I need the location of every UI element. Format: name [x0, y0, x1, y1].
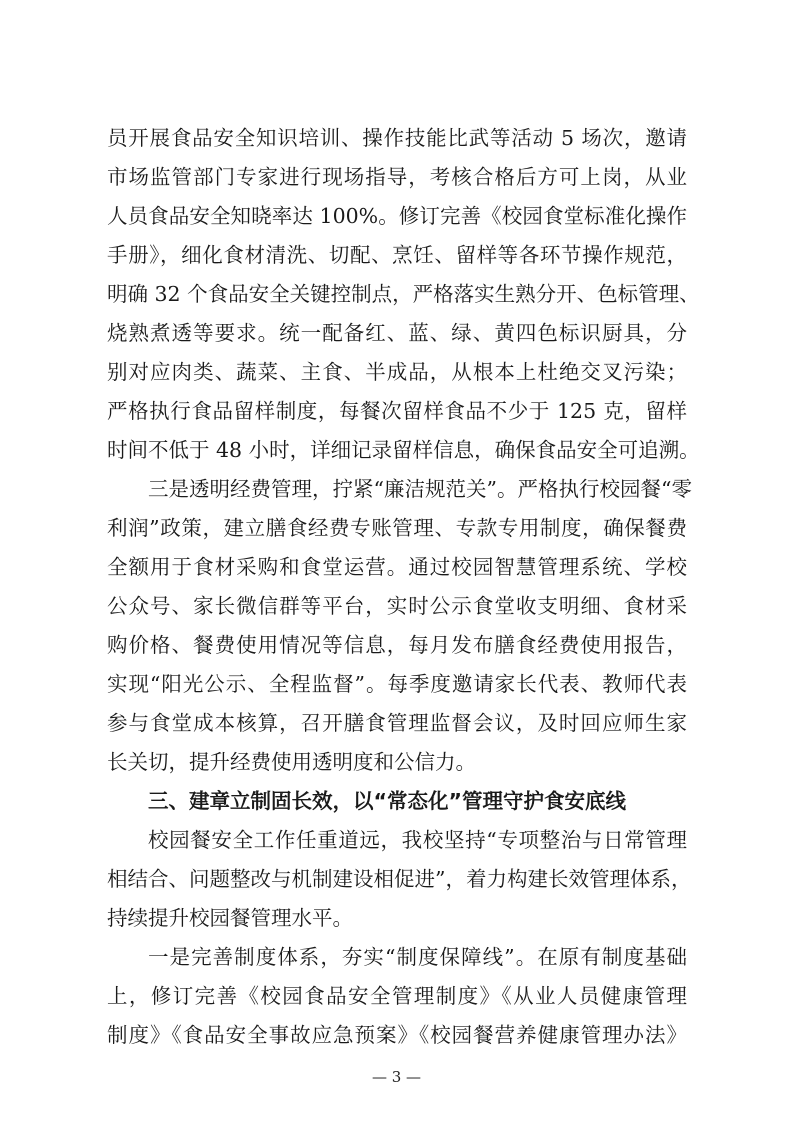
text-line: 人员食品安全知晓率达 100%。修订完善《校园食堂标准化操作 — [107, 204, 687, 228]
text-line: 公众号、家长微信群等平台，实时公示食堂收支明细、食材采 — [107, 594, 687, 618]
section-heading: 三、建章立制固长效，以“常态化”管理守护食安底线 — [148, 789, 626, 813]
paragraph-start-line: 三是透明经费管理，拧紧“廉洁规范关”。严格执行校园餐“零 — [148, 477, 692, 501]
text-line: 时间不低于 48 小时，详细记录留样信息，确保食品安全可追溯。 — [107, 438, 700, 462]
text-line: 上，修订完善《校园食品安全管理制度》《从业人员健康管理 — [107, 984, 687, 1008]
paragraph-start-line: 校园餐安全工作任重道远，我校坚持“专项整治与日常管理 — [148, 828, 687, 852]
text-line: 相结合、问题整改与机制建设相促进”，着力构建长效管理体系， — [107, 867, 692, 891]
text-line: 市场监管部门专家进行现场指导，考核合格后方可上岗，从业 — [107, 165, 687, 189]
text-line: 长关切，提升经费使用透明度和公信力。 — [107, 750, 476, 774]
text-line: 参与食堂成本核算，召开膳食管理监督会议，及时回应师生家 — [107, 711, 687, 735]
text-line: 制度》《食品安全事故应急预案》《校园餐营养健康管理办法》 — [107, 1023, 687, 1047]
text-line: 烧熟煮透等要求。统一配备红、蓝、绿、黄四色标识厨具，分 — [107, 321, 687, 345]
text-line: 严格执行食品留样制度，每餐次留样食品不少于 125 克，留样 — [107, 399, 687, 423]
text-line: 别对应肉类、蔬菜、主食、半成品，从根本上杜绝交叉污染； — [107, 360, 687, 384]
text-line: 手册》，细化食材清洗、切配、烹饪、留样等各环节操作规范， — [107, 243, 687, 267]
page-number: — 3 — — [371, 1068, 422, 1086]
text-line: 持续提升校园餐管理水平。 — [107, 906, 353, 930]
text-line: 全额用于食材采购和食堂运营。通过校园智慧管理系统、学校 — [107, 555, 687, 579]
text-line: 购价格、餐费使用情况等信息，每月发布膳食经费使用报告， — [107, 633, 687, 657]
text-line: 明确 32 个食品安全关键控制点，严格落实生熟分开、色标管理、 — [107, 282, 700, 306]
text-line: 实现“阳光公示、全程监督”。每季度邀请家长代表、教师代表 — [107, 672, 687, 696]
paragraph-start-line: 一是完善制度体系，夯实“制度保障线”。在原有制度基础 — [148, 945, 687, 969]
text-line: 员开展食品安全知识培训、操作技能比武等活动 5 场次，邀请 — [107, 126, 687, 150]
text-line: 利润”政策，建立膳食经费专账管理、专款专用制度，确保餐费 — [107, 516, 687, 540]
